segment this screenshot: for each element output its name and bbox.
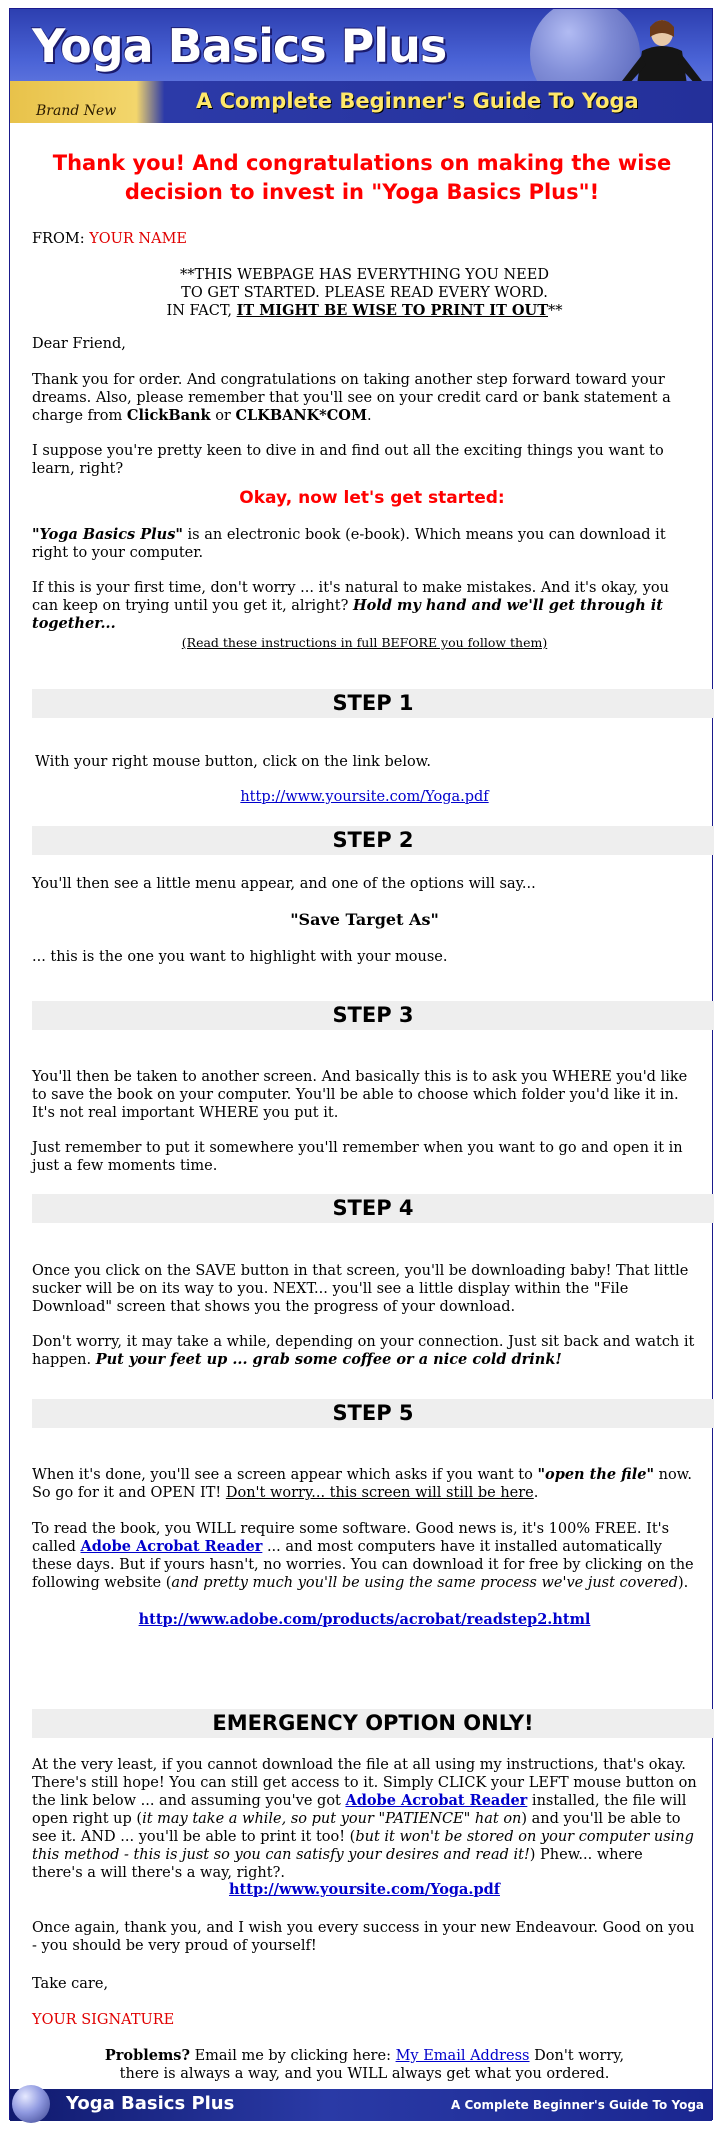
- emergency-paragraph: At the very least, if you cannot download the file at all using my instructions, that's okay. There's still hope! You can still get access to it. Simply CLICK your LEFT mouse button on the link below ... and assuming you've got Adobe Acrobat Reader installed, the file will open right up (it may take a while, so put your "PATIENCE" hat on) and you'll be able to see it. AND ... you'll be able to print it too! (but it won't be stored on your computer using this method - this is just so you can satisfy your desires and read it!) Phew... where there's a will there's a way, right?.: [32, 1757, 697, 1881]
- closing-paragraph: Once again, thank you, and I wish you every success in your new Endeavour. Good on you - you should be very proud of yourself!: [32, 1920, 695, 1954]
- take-care: Take care,: [32, 1976, 109, 1992]
- thank-you-paragraph: Thank you for order. And congratulations on taking another step forward toward your dreams. Also, please remember that you'll see on your credit card or bank statement a charge from ClickBank or CLKBANK*COM.: [32, 372, 671, 424]
- greeting: Dear Friend,: [32, 336, 126, 352]
- step-2-text: You'll then see a little menu appear, and one of the options will say...: [32, 876, 536, 892]
- emergency-acrobat-link[interactable]: Adobe Acrobat Reader: [345, 1792, 528, 1809]
- step-5-heading: STEP 5: [32, 1399, 714, 1428]
- email-link[interactable]: My Email Address: [395, 2048, 530, 2064]
- first-time-paragraph: If this is your first time, don't worry ... it's natural to make mistakes. And it's okay, you can keep on trying until you get it, alright? Hold my hand and we'll get through it together...: [32, 580, 669, 632]
- acrobat-link[interactable]: Adobe Acrobat Reader: [80, 1538, 263, 1555]
- feet-up-text: Put your feet up ... grab some coffee or a nice cold drink!: [95, 1351, 562, 1368]
- problems-line-2: there is always a way, and you WILL always get what you ordered.: [119, 2066, 610, 2082]
- adobe-link-row: [32, 1611, 697, 1629]
- clkbank-name: CLKBANK*COM: [235, 407, 367, 424]
- banner-subtitle: A Complete Beginner's Guide To Yoga: [196, 89, 639, 113]
- step-3-paragraph-1: You'll then be taken to another screen. And basically this is to ask you WHERE you'd like to save the book on your computer. You'll be able to choose which folder you'd like it in. It's not real important WHERE you put it.: [32, 1069, 688, 1121]
- footer-title: Yoga Basics Plus: [66, 2093, 235, 2114]
- step-1-text: With your right mouse button, click on the link below.: [35, 754, 431, 770]
- step-2-heading: STEP 2: [32, 826, 714, 855]
- from-label: FROM:: [32, 231, 90, 247]
- print-notice: [32, 266, 697, 320]
- banner-title: Yoga Basics Plus: [32, 19, 447, 73]
- step-5-paragraph-2: To read the book, you WILL require some software. Good news is, it's 100% FREE. It's called Adobe Acrobat Reader ... and most computers have it installed automatically these days. But if yours hasn't, no worries. You can download it for free by clicking on the following website (and pretty much you'll be using the same process we've just covered).: [32, 1521, 694, 1591]
- open-file-text: "open the file": [537, 1466, 654, 1483]
- step-2-after-text: ... this is the one you want to highlight with your mouse.: [32, 949, 448, 965]
- get-started-heading: Okay, now let's get started:: [239, 488, 505, 508]
- step-3-paragraph-2: Just remember to put it somewhere you'll remember when you want to go and open it in just a few moments time.: [32, 1140, 683, 1174]
- footer-ball-image: [12, 2085, 50, 2123]
- step-4-paragraph-2: Don't worry, it may take a while, depending on your connection. Just sit back and watch it happen. Put your feet up ... grab some coffee or a nice cold drink!: [32, 1334, 695, 1368]
- emergency-link-row: [32, 1881, 697, 1899]
- problems-block: Problems? Email me by clicking here: My Email Address Don't worry, there is always a way, and you WILL always get what you ordered.: [32, 2047, 697, 2083]
- problems-label: Problems?: [104, 2047, 190, 2064]
- emergency-download-link[interactable]: http://www.yoursite.com/Yoga.pdf: [229, 1881, 500, 1898]
- from-line: [32, 230, 697, 248]
- page-headline: Thank you! And congratulations on making the wise decision to invest in "Yoga Basics Plus"!: [52, 151, 672, 204]
- header-banner: [10, 9, 712, 123]
- step-3-heading: STEP 3: [32, 1001, 714, 1030]
- step-4-paragraph-1: Once you click on the SAVE button in that screen, you'll be downloading baby! That little sucker will be on its way to you. NEXT... you'll see a little display within the "File Download" screen that shows you the progress of your download.: [32, 1263, 689, 1315]
- notice-line-1: **THIS WEBPAGE HAS EVERYTHING YOU NEED: [180, 267, 549, 283]
- step-4-heading: STEP 4: [32, 1194, 714, 1223]
- dont-worry-text: Don't worry... this screen will still be here: [225, 1485, 534, 1501]
- footer-banner: [10, 2089, 712, 2121]
- footer-subtitle: A Complete Beginner's Guide To Yoga: [451, 2098, 704, 2112]
- notice-line-3: IN FACT, IT MIGHT BE WISE TO PRINT IT OUT**: [166, 302, 563, 319]
- instructions-note: (Read these instructions in full BEFORE you follow them): [181, 635, 548, 650]
- from-name: YOUR NAME: [89, 231, 188, 247]
- product-name: "Yoga Basics Plus": [32, 526, 183, 543]
- emergency-heading: EMERGENCY OPTION ONLY!: [32, 1709, 714, 1738]
- hold-my-hand-text: Hold my hand and we'll get through it together...: [32, 597, 663, 632]
- ebook-paragraph: "Yoga Basics Plus" is an electronic book (e-book). Which means you can download it right to your computer.: [32, 526, 666, 561]
- clickbank-name: ClickBank: [126, 407, 211, 424]
- step-1-heading: STEP 1: [32, 689, 714, 718]
- step-5-paragraph-1: When it's done, you'll see a screen appear which asks if you want to "open the file" now. So go for it and OPEN IT! Don't worry... this screen will still be here.: [32, 1466, 692, 1501]
- signature: YOUR SIGNATURE: [32, 2012, 175, 2028]
- notice-line-2: TO GET STARTED. PLEASE READ EVERY WORD.: [181, 285, 548, 301]
- print-it-emphasis: IT MIGHT BE WISE TO PRINT IT OUT: [236, 302, 548, 319]
- download-link[interactable]: http://www.yoursite.com/Yoga.pdf: [240, 789, 489, 805]
- page-frame: [9, 8, 713, 2120]
- adobe-download-link[interactable]: http://www.adobe.com/products/acrobat/readstep2.html: [138, 1611, 591, 1628]
- brand-new-tag: Brand New: [36, 103, 117, 119]
- keen-paragraph: I suppose you're pretty keen to dive in and find out all the exciting things you want to learn, right?: [32, 443, 664, 477]
- download-link-row: [32, 788, 697, 806]
- save-target-text: "Save Target As": [290, 910, 439, 929]
